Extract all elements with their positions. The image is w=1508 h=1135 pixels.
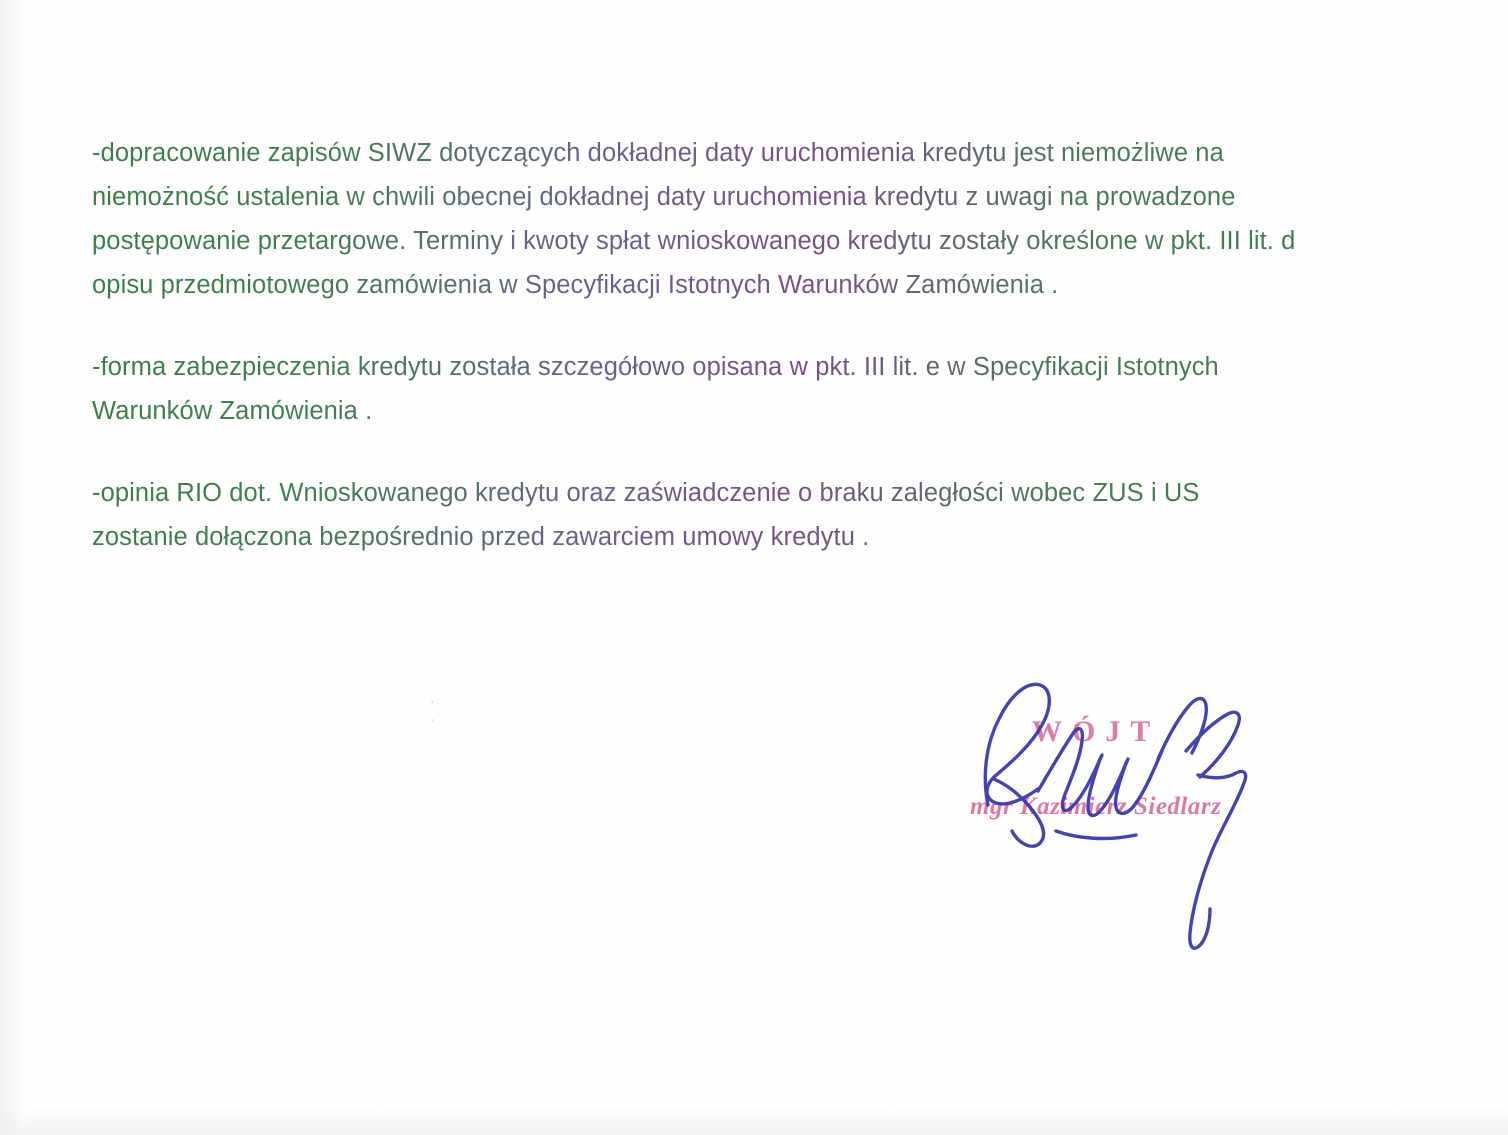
stamp-title: WÓJT [1032, 715, 1161, 748]
document-body [92, 131, 1357, 559]
scan-speck-artifact: . . [430, 690, 441, 725]
scan-edge-shadow-left [0, 0, 26, 1135]
paragraph-1: -dopracowanie zapisów SIWZ dotyczących dokładnej daty uruchomienia kredytu jest niemożliwe na niemożność ustalenia w chwili obecnej dokładnej daty uruchomienia kredytu z uwagi na prowadzone postępowanie przetargowe. Terminy i kwoty spłat wnioskowanego kredytu zostały określone w pkt. III lit. d opisu przedmiotowego zamówienia w Specyfikacji Istotnych Warunków Zamówienia . [92, 131, 1347, 307]
bleed-through-artifact [170, 18, 1350, 78]
scan-edge-shadow-bottom [0, 1105, 1508, 1135]
paragraph-2: -forma zabezpieczenia kredytu została szczegółowo opisana w pkt. III lit. e w Specyfikacji Istotnych Warunków Zamówienia . [92, 345, 1317, 433]
stamp-name: mgr Kazimierz Siedlarz [970, 793, 1222, 820]
official-stamp [970, 715, 1290, 825]
signature-block [960, 655, 1310, 985]
paragraph-3: -opinia RIO dot. Wnioskowanego kredytu oraz zaświadczenie o braku zaległości wobec ZUS i US zostanie dołączona bezpośrednio przed zawarciem umowy kredytu . [92, 471, 1292, 559]
handwritten-signature-icon [960, 655, 1310, 985]
